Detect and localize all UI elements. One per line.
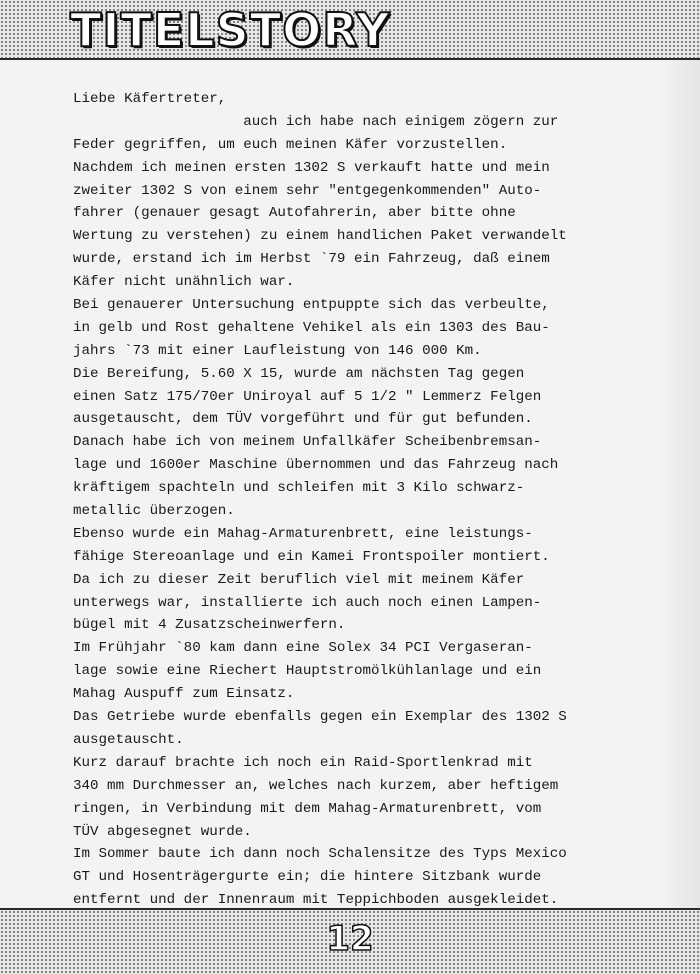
- article-line: unterwegs war, installierte ich auch noch einen Lampen-: [73, 594, 542, 611]
- article-line: fähige Stereoanlage und ein Kamei Frontspoiler montiert.: [73, 548, 550, 565]
- header-band: [0, 0, 700, 60]
- article-line: fahrer (genauer gesagt Autofahrerin, aber bitte ohne: [73, 205, 516, 222]
- article-line: Danach habe ich von meinem Unfallkäfer Scheibenbremsan-: [73, 434, 542, 451]
- article-line: ausgetauscht, dem TÜV vorgeführt und für gut befunden.: [73, 411, 533, 428]
- article-line: Mahag Auspuff zum Einsatz.: [73, 686, 295, 703]
- article-line: TÜV abgesegnet wurde.: [73, 823, 252, 840]
- article-line: wurde, erstand ich im Herbst `79 ein Fahrzeug, daß einem: [73, 251, 550, 268]
- page-number: 12: [326, 919, 374, 959]
- article-line: Käfer nicht unähnlich war.: [73, 274, 295, 291]
- article-line: metallic überzogen.: [73, 503, 235, 520]
- page-title: TITELSTORY: [70, 3, 391, 57]
- article-line: in gelb und Rost gehaltene Vehikel als ein 1303 des Bau-: [73, 319, 550, 336]
- article-line: Kurz darauf brachte ich noch ein Raid-Sportlenkrad mit: [73, 754, 533, 771]
- article-line: einen Satz 175/70er Uniroyal auf 5 1/2 " Lemmerz Felgen: [73, 388, 542, 405]
- article-line: lage und 1600er Maschine übernommen und das Fahrzeug nach: [73, 457, 559, 474]
- article-line: Wertung zu verstehen) zu einem handlichen Paket verwandelt: [73, 228, 567, 245]
- article-line: GT und Hosenträgergurte ein; die hintere Sitzbank wurde: [73, 869, 542, 886]
- article-line: lage sowie eine Riechert Hauptstromölkühlanlage und ein: [73, 663, 542, 680]
- article-line: ausgetauscht.: [73, 731, 184, 748]
- article-line: zweiter 1302 S von einem sehr "entgegenkommenden" Auto-: [73, 182, 542, 199]
- article-line: Ebenso wurde ein Mahag-Armaturenbrett, eine leistungs-: [73, 525, 533, 542]
- article-line: kräftigem spachteln und schleifen mit 3 Kilo schwarz-: [73, 480, 525, 497]
- article-line: Im Frühjahr `80 kam dann eine Solex 34 PCI Vergaseran-: [73, 640, 533, 657]
- article-line: entfernt und der Innenraum mit Teppichboden ausgekleidet.: [73, 892, 559, 909]
- article-line: jahrs `73 mit einer Laufleistung von 146 000 Km.: [73, 342, 482, 359]
- article-line: Die Bereifung, 5.60 X 15, wurde am nächsten Tag gegen: [73, 365, 525, 382]
- article-line: Nachdem ich meinen ersten 1302 S verkauft hatte und mein: [73, 159, 550, 176]
- article-line: Bei genauerer Untersuchung entpuppte sich das verbeulte,: [73, 297, 550, 314]
- article-line: Feder gegriffen, um euch meinen Käfer vorzustellen.: [73, 136, 508, 153]
- article-line: Liebe Käfertreter,: [73, 91, 227, 107]
- article-line: 340 mm Durchmesser an, welches nach kurzem, aber heftigem: [73, 777, 559, 794]
- article-line: Da ich zu dieser Zeit beruflich viel mit meinem Käfer: [73, 571, 525, 588]
- article-line: Im Sommer baute ich dann noch Schalensitze des Typs Mexico: [73, 846, 567, 863]
- article-line: Das Getriebe wurde ebenfalls gegen ein Exemplar des 1302 S: [73, 709, 567, 726]
- article-line: ringen, in Verbindung mit dem Mahag-Armaturenbrett, vom: [73, 800, 542, 817]
- article-line: bügel mit 4 Zusatzscheinwerfern.: [73, 617, 346, 634]
- article-line: auch ich habe nach einigem zögern zur: [73, 113, 559, 130]
- article-body: [73, 88, 673, 912]
